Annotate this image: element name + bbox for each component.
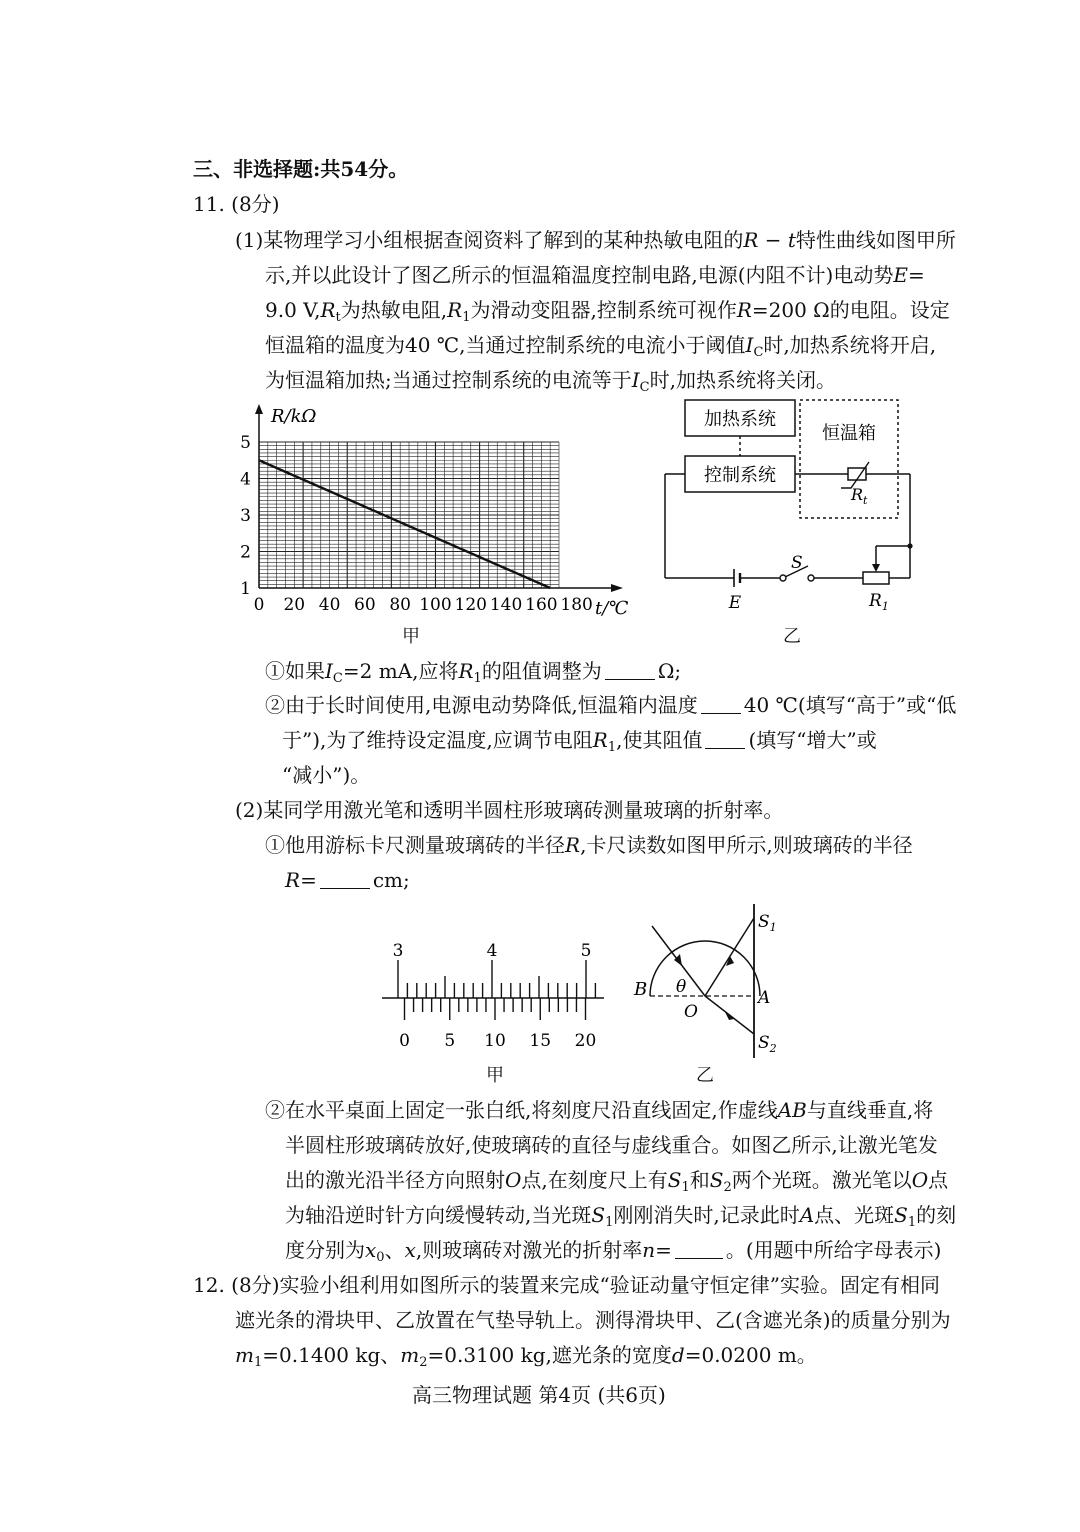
rt-chart — [235, 400, 635, 620]
q11-p2-sub2-line4: 为轴沿逆时针方向缓慢转动,当光斑$S_1$刚刚消失时,记录此时A点、光斑$S_1$的刻 — [285, 1203, 957, 1230]
main-scale-label: 4 — [486, 941, 498, 961]
y-tick-label: 2 — [240, 542, 251, 563]
label-o: O — [684, 1002, 698, 1022]
x-tick-label: 160 — [525, 595, 558, 615]
x-axis-label: t/℃ — [595, 598, 629, 619]
s-label: S — [791, 553, 803, 573]
control-system-label: 控制系统 — [704, 465, 776, 486]
answer-blank-index[interactable] — [675, 1240, 723, 1259]
page-footer: 高三物理试题 第4页 (共6页) — [412, 1383, 666, 1407]
vernier-scale-label: 10 — [484, 1031, 506, 1051]
y-axis-label: R/kΩ — [271, 406, 317, 427]
label-b: B — [634, 979, 648, 1000]
y-tick-label: 3 — [240, 506, 251, 526]
e-label: E — [728, 593, 742, 613]
q11-number: 11. (8分) — [193, 192, 280, 216]
label-s2: $S_2$ — [758, 1033, 777, 1055]
section-title: 三、非选择题:共54分。 — [193, 157, 409, 181]
x-axis-arrow — [611, 584, 623, 592]
circuit-diagram — [655, 396, 925, 616]
circuit-caption: 乙 — [783, 626, 801, 647]
main-scale-label: 5 — [580, 941, 592, 961]
q11-p2-intro: (2)某同学用激光笔和透明半圆柱形玻璃砖测量玻璃的折射率。 — [235, 798, 784, 822]
q11-p1-sub2-line1: ②由于长时间使用,电源电动势降低,恒温箱内温度 40 ℃(填写“高于”或“低 — [265, 693, 957, 717]
q11-p2-sub2-line2: 半圆柱形玻璃砖放好,使玻璃砖的直径与虚线重合。如图乙所示,让激光笔发 — [285, 1133, 938, 1157]
answer-blank-radius[interactable] — [320, 870, 370, 889]
rt-label: $R_t$ — [851, 485, 868, 507]
y-tick-label: 5 — [240, 433, 251, 453]
q11-p2-sub2-line5: 度分别为$x_0$、x,则玻璃砖对激光的折射率n= 。(用题中所给字母表示) — [285, 1238, 942, 1265]
label-s1: $S_1$ — [758, 912, 777, 934]
refracted-ray — [705, 918, 754, 996]
y-tick-label: 1 — [240, 579, 251, 599]
answer-blank-temp[interactable] — [701, 695, 741, 714]
q11-p1-line1: (1)某物理学习小组根据查阅资料了解到的某种热敏电阻的R − t特性曲线如图甲所 — [235, 228, 956, 252]
optics-diagram — [630, 900, 790, 1065]
semicircle-glass — [650, 941, 760, 996]
x-tick-label: 120 — [454, 595, 487, 615]
vernier-scale-label: 15 — [529, 1031, 552, 1051]
answer-blank-r1[interactable] — [605, 661, 655, 680]
chart-caption: 甲 — [402, 626, 420, 647]
q11-p1-line3: 9.0 $V,R_t$为热敏电阻$,R_1$为滑动变阻器,控制系统可视作R=200 Ω的电阻。设定 — [265, 298, 950, 325]
label-theta: θ — [676, 977, 687, 997]
caliper-caption: 甲 — [486, 1065, 504, 1086]
x-tick-label: 20 — [283, 595, 306, 615]
x-tick-label: 80 — [389, 595, 411, 615]
vernier-caliper — [380, 940, 610, 1060]
heating-system-label: 加热系统 — [704, 409, 776, 430]
q12-line3: $m_1=0.1400$ kg、$m_2=0.3100$ kg,遮光条的宽度d=0.0200 m。 — [235, 1343, 817, 1370]
r1-label: $R_1$ — [869, 591, 889, 613]
q12-line1: 12. (8分)实验小组利用如图所示的装置来完成“验证动量守恒定律”实验。固定有相同 — [193, 1273, 940, 1297]
q11-p1-sub2-line2: 于”),为了维持设定温度,应调节电阻$R_1$,使其阻值 (填写“增大”或 — [282, 728, 877, 755]
q11-p1-line4: 恒温箱的温度为40 ℃,当通过控制系统的电流小于阈值$I_C$时,加热系统将开启, — [265, 333, 937, 360]
vernier-scale-label: 5 — [444, 1031, 456, 1051]
reflected-ray — [705, 996, 754, 1034]
vernier-scale-label: 0 — [399, 1031, 410, 1051]
y-tick-label: 4 — [240, 469, 251, 490]
q11-p2-sub2-line3: 出的激光沿半径方向照射O点,在刻度尺上有$S_1$和$S_2$两个光斑。激光笔以O点 — [285, 1168, 949, 1195]
chart-grid — [259, 442, 559, 588]
main-scale-label: 3 — [392, 941, 404, 961]
q11-p1-sub1: ①如果$I_C=2$ mA,应将$R_1$的阻值调整为 Ω; — [265, 659, 682, 686]
x-tick-label: 0 — [253, 595, 265, 615]
main-scale — [393, 941, 596, 998]
answer-blank-resistance[interactable] — [705, 730, 745, 749]
q11-p2-sub1-line2: R= cm; — [285, 868, 410, 892]
x-tick-label: 60 — [354, 595, 376, 615]
q12-line2: 遮光条的滑块甲、乙放置在气垫导轨上。测得滑块甲、乙(含遮光条)的质量分别为 — [235, 1308, 951, 1332]
q11-p2-sub1-line1: ①他用游标卡尺测量玻璃砖的半径R,卡尺读数如图甲所示,则玻璃砖的半径 — [265, 833, 913, 857]
x-tick-label: 140 — [489, 595, 523, 615]
q11-p1-line5: 为恒温箱加热;当通过控制系统的电流等于$I_C$时,加热系统将关闭。 — [265, 368, 836, 395]
thermostat-box — [800, 400, 898, 518]
vernier-scale — [399, 998, 596, 1051]
x-tick-label: 40 — [318, 595, 341, 615]
optics-caption: 乙 — [696, 1065, 714, 1086]
x-tick-label: 180 — [560, 595, 593, 615]
label-a: A — [758, 988, 771, 1008]
x-tick-label: 100 — [419, 595, 452, 615]
rheostat-r1 — [863, 572, 889, 584]
thermostat-label: 恒温箱 — [822, 423, 876, 444]
vernier-scale-label: 20 — [574, 1031, 597, 1051]
q11-p1-sub2-line3: “减小”)。 — [282, 763, 371, 787]
q11-p1-line2: 示,并以此设计了图乙所示的恒温箱温度控制电路,电源(内阻不计)电动势E= — [265, 263, 925, 287]
switch — [780, 575, 786, 581]
q11-p2-sub2-line1: ②在水平桌面上固定一张白纸,将刻度尺沿直线固定,作虚线AB与直线垂直,将 — [265, 1098, 934, 1122]
y-axis-arrow — [255, 404, 263, 414]
